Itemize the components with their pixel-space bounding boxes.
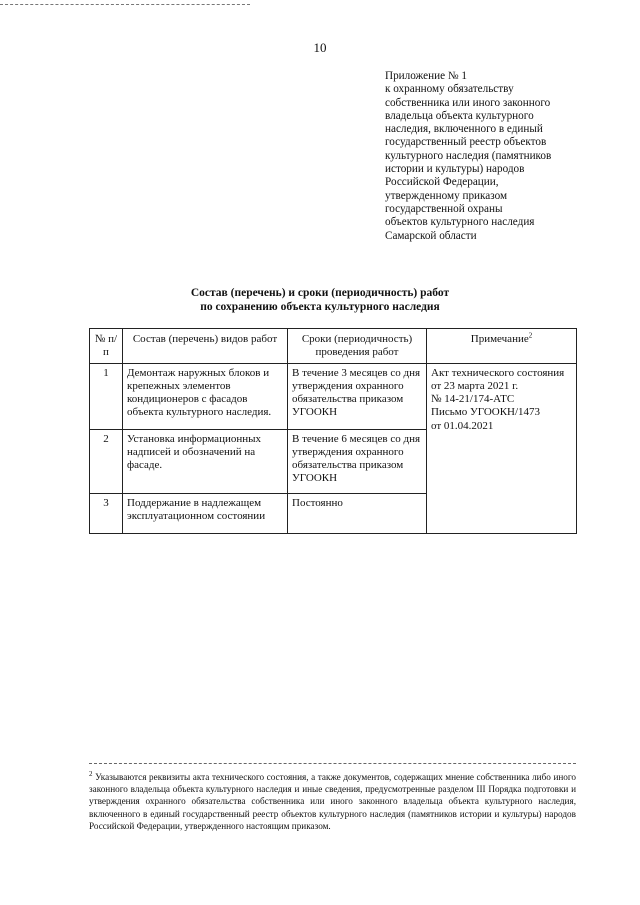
works-table (89, 328, 577, 534)
appendix-line: государственный реестр объектов (385, 136, 547, 149)
appendix-line: наследия, включенного в единый (385, 123, 543, 136)
section-title-line-2: по сохранению объекта культурного наследия (200, 301, 440, 313)
section-title (0, 286, 640, 314)
note-line: Акт технического состояния (431, 366, 565, 379)
footnote (89, 771, 576, 832)
appendix-line: владельца объекта культурного (385, 109, 534, 122)
row-works: Демонтаж наружных блоков и крепежных элементов кондиционеров с фасадов объекта культурного наследия. (123, 363, 288, 429)
scan-artifact-line (0, 4, 250, 5)
row-terms: Постоянно (288, 493, 427, 533)
row-works: Установка информационных надписей и обозначений на фасаде. (123, 429, 288, 493)
header-num: № п/п (90, 329, 123, 364)
appendix-line: Российской Федерации, (385, 176, 499, 189)
table-header-row (90, 329, 577, 364)
appendix-line: истории и культуры) народов (385, 163, 525, 176)
row-num: 1 (90, 363, 123, 429)
header-terms: Сроки (периодичность) проведения работ (288, 329, 427, 364)
appendix-line: к охранному обязательству (385, 83, 514, 96)
row-num: 2 (90, 429, 123, 493)
note-line: от 01.04.2021 (431, 419, 494, 432)
appendix-line: Самарской области (385, 229, 477, 242)
appendix-header (385, 70, 600, 243)
footnote-ref: 2 (528, 331, 533, 340)
header-works: Состав (перечень) видов работ (123, 329, 288, 364)
note-line: № 14-21/174-АТС (431, 393, 515, 406)
footnote-text: Указываются реквизиты акта технического состояния, а также документов, содержащих мнение собственника либо иного законного владельца объекта культурного наследия и иные сведения, предусмотренные разделом III Порядка подготовки и утверждения охранного обязательства собственника или иного законного владельца объекта культурного наследия, включенного в единый государственный реестр объектов культурного наследия (памятников истории и культуры) народов Российской Федерации, утвержденного настоящим приказом. (89, 772, 577, 831)
page-number: 10 (313, 40, 327, 55)
appendix-line: государственной охраны (385, 202, 503, 215)
appendix-line: культурного наследия (памятников (385, 149, 552, 162)
table-row (90, 363, 577, 429)
footnote-marker: 2 (89, 769, 93, 778)
note-line: Письмо УГООКН/1473 (431, 406, 541, 419)
row-terms: В течение 6 месяцев со дня утверждения охранного обязательства приказом УГООКН (288, 429, 427, 493)
row-note (427, 363, 577, 533)
appendix-line: объектов культурного наследия (385, 216, 535, 229)
footnote-divider (89, 763, 576, 764)
appendix-line: собственника или иного законного (385, 96, 551, 109)
row-terms: В течение 3 месяцев со дня утверждения охранного обязательства приказом УГООКН (288, 363, 427, 429)
appendix-line: утвержденному приказом (385, 189, 508, 202)
row-works: Поддержание в надлежащем эксплуатационном состоянии (123, 493, 288, 533)
header-note-label: Примечание (470, 333, 529, 345)
appendix-line: Приложение № 1 (385, 70, 467, 82)
section-title-line-1: Состав (перечень) и сроки (периодичность) работ (190, 287, 450, 299)
note-line: от 23 марта 2021 г. (431, 379, 519, 392)
row-num: 3 (90, 493, 123, 533)
header-note (427, 329, 577, 364)
